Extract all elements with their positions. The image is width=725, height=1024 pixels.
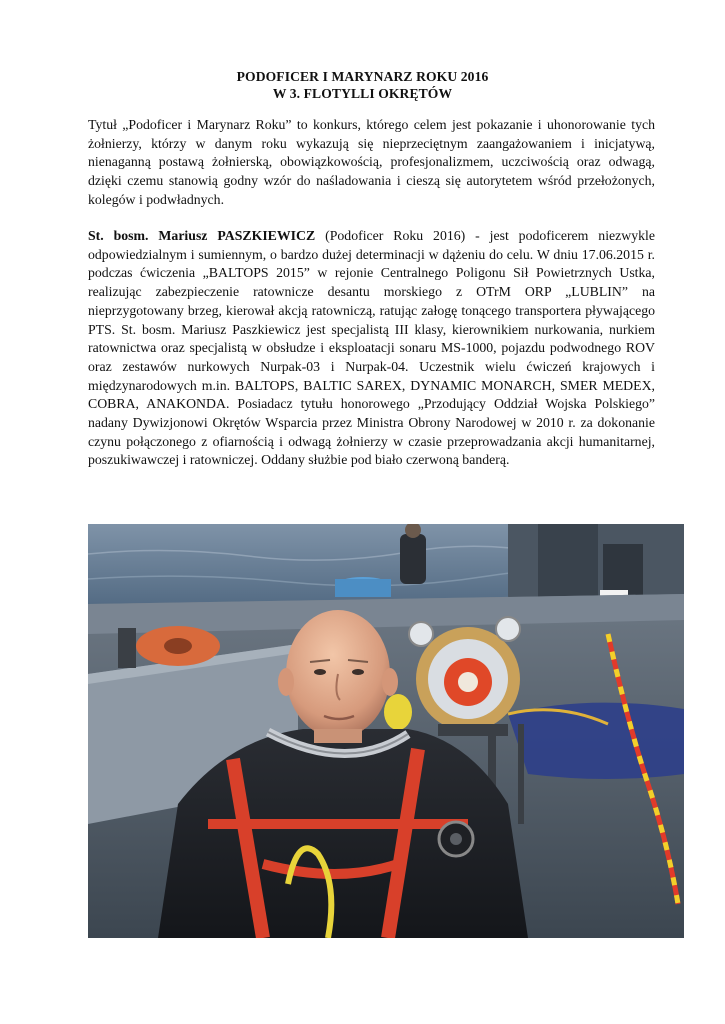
document-title-line-2: W 3. FLOTYLLI OKRĘTÓW — [272, 86, 453, 101]
profile-surname: PASZKIEWICZ — [217, 228, 316, 243]
profile-rank-name: St. bosm. Mariusz — [88, 228, 218, 243]
profile-body: (Podoficer Roku 2016) - jest podoficerem niezwykle odpowiedzialnym i sumiennym, o bardzo dużej determinacji w dążeniu do celu. W dniu 17.06.2015 r. podczas ćwiczenia „BALTOPS 2015” w rejonie Centralnego Poligonu Sił Powietrznych Ustka, realizując zabezpieczenie ratownicze desantu morskiego z OTrM ORP „LUBLIN” na nieprzygotowany brzeg, kierował akcją ratowniczą, ratując załogę tonącego transportera pływającego PTS. St. bosm. Mariusz Paszkiewicz jest specjalistą III klasy, kierownikiem nurkowania, nurkiem ratownictwa oraz specjalistą w obsłudze i eksploatacji sonaru MS-1000, pojazdu podwodnego ROV oraz zestawów nurkowych Nurpak-03 i Nurpak-04. Uczestnik wielu ćwiczeń krajowych i międzynarodowych m.in. BALTOPS, BALTIC SAREX, DYNAMIC MONARCH, SMER MEDEX, COBRA, ANAKONDA. Posiadacz tytułu honorowego „Przodujący Oddział Wojska Polskiego” nadany Dywizjonowi Okrętów Wsparcia przez Ministra Obrony Narodowej w 2010 r. za dokonanie czynu połączonego z ofiarnością i odwagą żołnierzy w czasie przeprowadzania akcji humanitarnej, poszukiwawczej i ratowniczej. Oddany służbie pod biało czerwoną banderą. — [88, 228, 655, 468]
profile-paragraph — [88, 227, 655, 470]
diver-photo — [88, 524, 684, 938]
document-title-line-1: PODOFICER I MARYNARZ ROKU 2016 — [236, 69, 489, 84]
intro-paragraph: Tytuł „Podoficer i Marynarz Roku” to konkurs, którego celem jest pokazanie i uhonorowanie tych żołnierzy, którzy w danym roku wykazują się nieprzeciętnym zaangażowaniem i inicjatywą, nienaganną postawą żołnierską, obowiązkowością, profesjonalizmem, uczciwością oraz odwagą, dzięki czemu stanowią godny wzór do naśladowania i cieszą się autorytetem wśród przełożonych, kolegów i podwładnych. — [88, 117, 655, 207]
